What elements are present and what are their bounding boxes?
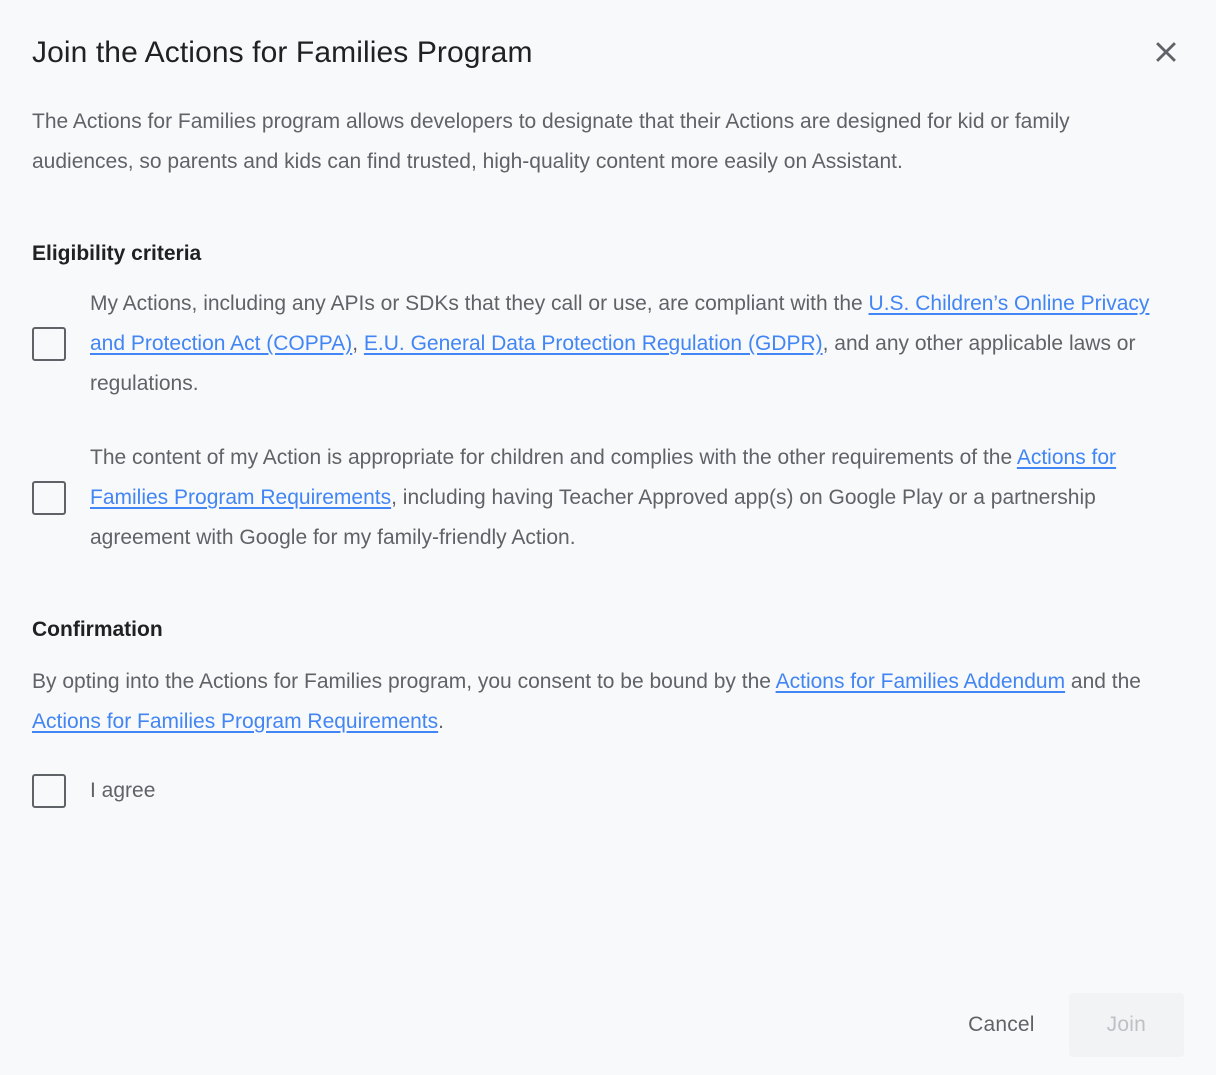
eligibility-text-content-appropriate (90, 438, 1172, 558)
link-gdpr[interactable]: E.U. General Data Protection Regulation (GDPR) (363, 332, 823, 355)
close-icon (1149, 35, 1183, 69)
dialog-header (0, 0, 1216, 76)
criteria-text-part: My Actions, including any APIs or SDKs that they call or use, are compliant with the (90, 292, 869, 315)
criteria-text-part: , and any other applicable laws or regulations. (90, 332, 1136, 395)
eligibility-checkbox-content-appropriate[interactable] (32, 481, 66, 515)
agree-label: I agree (90, 779, 156, 802)
confirmation-text-part: By opting into the Actions for Families program, you consent to be bound by the (32, 670, 776, 693)
dialog-footer (0, 993, 1216, 1075)
confirmation-text-part: and the (1065, 670, 1141, 693)
agree-row (32, 774, 1184, 808)
confirmation-heading: Confirmation (32, 618, 163, 641)
link-program-requirements-confirmation[interactable]: Actions for Families Program Requirements (32, 710, 439, 733)
page-title: Join the Actions for Families Program (32, 36, 533, 69)
criteria-text-part: , including having Teacher Approved app(s) on Google Play or a partnership agreement with Google for my family-friendly Action. (90, 486, 1096, 549)
eligibility-checkbox-coppa-gdpr[interactable] (32, 327, 66, 361)
join-button[interactable]: Join (1069, 993, 1184, 1057)
list-item (32, 284, 1184, 404)
dialog-body (0, 76, 1216, 993)
criteria-text-part: The content of my Action is appropriate for children and complies with the other requirements of the (90, 446, 1017, 469)
agree-checkbox[interactable] (32, 774, 66, 808)
list-item (32, 438, 1184, 558)
close-button[interactable] (1142, 28, 1190, 76)
eligibility-heading: Eligibility criteria (32, 242, 202, 265)
program-description: The Actions for Families program allows developers to designate that their Actions are designed for kid or family audiences, so parents and kids can find trusted, high-quality content more easily on Assistant. (32, 110, 1070, 173)
link-program-requirements[interactable]: Actions for Families Program Requirements (90, 446, 1117, 509)
link-coppa[interactable]: U.S. Children’s Online Privacy and Protection Act (COPPA) (90, 292, 1150, 355)
confirmation-text (32, 662, 1172, 742)
link-families-addendum[interactable]: Actions for Families Addendum (775, 670, 1066, 693)
confirmation-text-part: . (438, 710, 444, 733)
eligibility-criteria-list (32, 284, 1184, 558)
eligibility-text-coppa-gdpr (90, 284, 1172, 404)
criteria-text-part: , (352, 332, 364, 355)
cancel-button[interactable]: Cancel (942, 993, 1061, 1057)
